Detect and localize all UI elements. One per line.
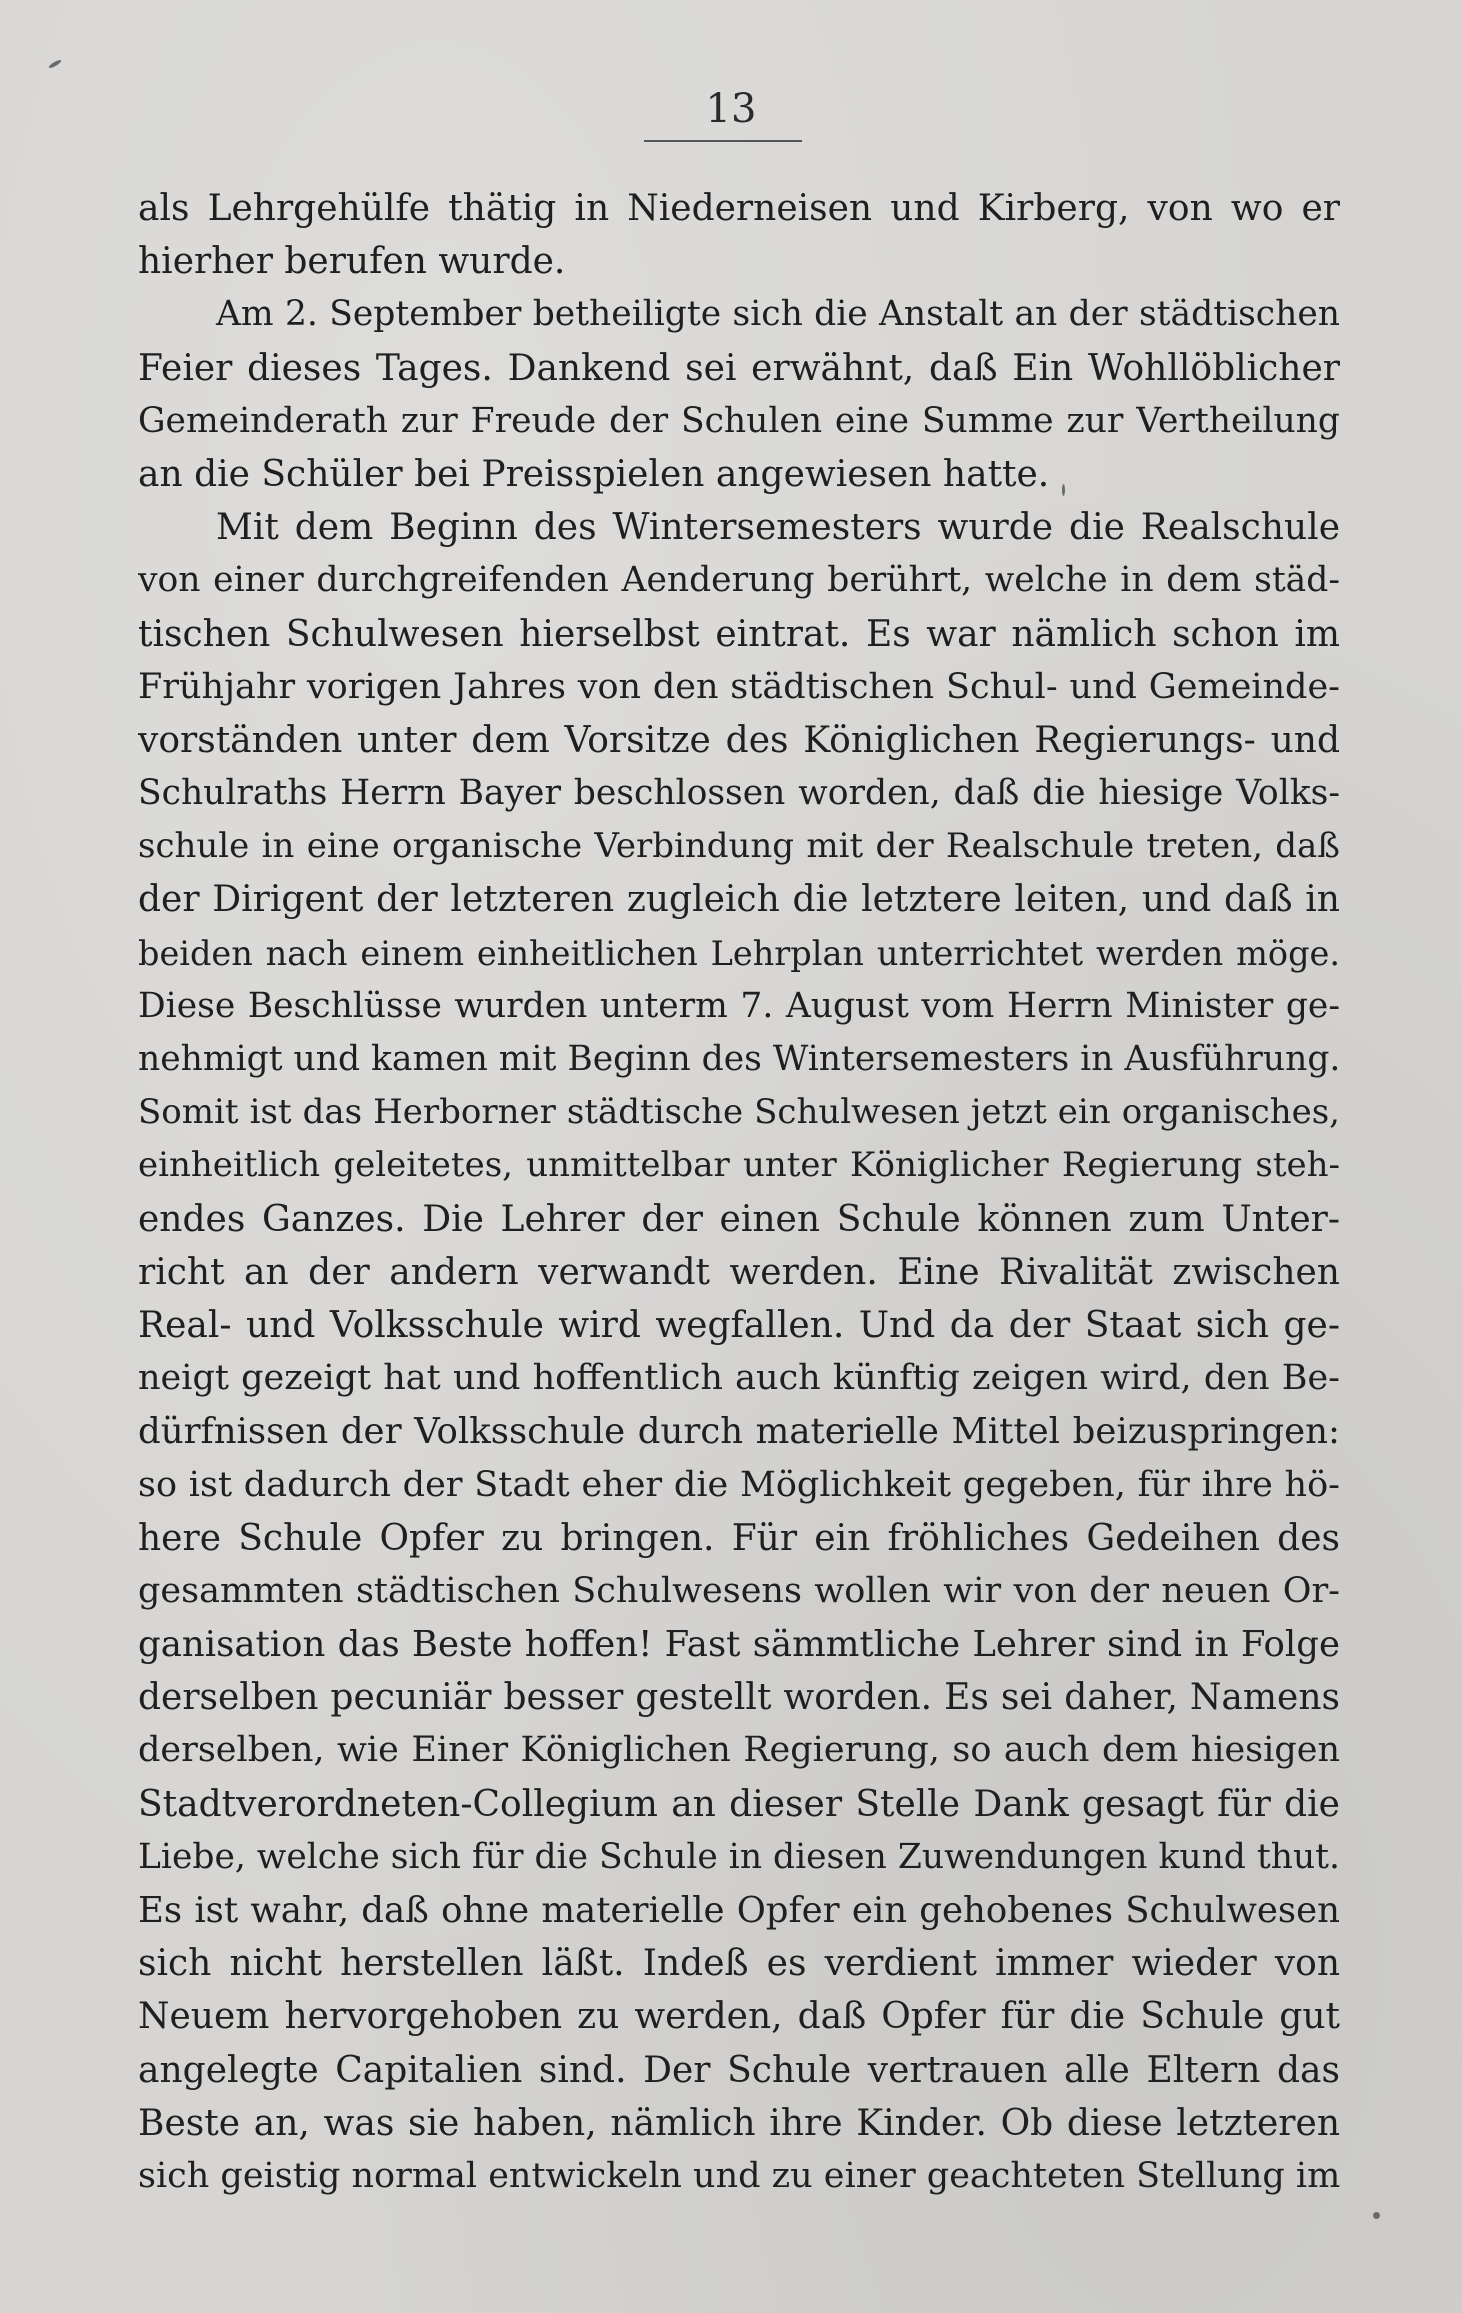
text-line: Liebe, welche sich für die Schule in diesen Zuwendungen kund thut. xyxy=(138,1836,1340,1877)
paper-speck xyxy=(1373,2212,1380,2219)
text-line: richt an der andern verwandt werden. Eine Rivalität zwischen xyxy=(138,1251,1340,1293)
text-line: dürfnissen der Volksschule durch materielle Mittel beizuspringen: xyxy=(138,1411,1340,1453)
text-line: Somit ist das Herborner städtische Schulwesen jetzt ein organisches, xyxy=(138,1092,1340,1133)
text-line: vorständen unter dem Vorsitze des Königlichen Regierungs- und xyxy=(138,719,1340,761)
body-text xyxy=(138,182,1340,2203)
text-line: schule in eine organische Verbindung mit der Realschule treten, daß xyxy=(138,826,1340,867)
text-line: hierher berufen wurde. xyxy=(138,241,566,283)
text-line: here Schule Opfer zu bringen. Für ein fröhliches Gedeihen des xyxy=(138,1517,1340,1559)
text-line: Feier dieses Tages. Dankend sei erwähnt, daß Ein Wohllöblicher xyxy=(138,347,1340,389)
text-line: neigt gezeigt hat und hoffentlich auch künftig zeigen wird, den Be- xyxy=(138,1358,1340,1399)
text-line: angelegte Capitalien sind. Der Schule vertrauen alle Eltern das xyxy=(138,2049,1340,2091)
text-line: ganisation das Beste hoffen! Fast sämmtliche Lehrer sind in Folge xyxy=(138,1624,1340,1666)
text-line: derselben pecuniär besser gestellt worden. Es sei daher, Namens xyxy=(138,1677,1340,1719)
text-line: endes Ganzes. Die Lehrer der einen Schule können zum Unter- xyxy=(138,1198,1340,1240)
text-line: Gemeinderath zur Freude der Schulen eine Summe zur Vertheilung xyxy=(138,400,1340,441)
text-line: Stadtverordneten-Collegium an dieser Stelle Dank gesagt für die xyxy=(138,1783,1340,1825)
text-line: gesammten städtischen Schulwesens wollen wir von der neuen Or- xyxy=(138,1570,1340,1611)
text-line: einheitlich geleitetes, unmittelbar unter Königlicher Regierung steh- xyxy=(138,1145,1340,1186)
text-line: Neuem hervorgehoben zu werden, daß Opfer für die Schule gut xyxy=(138,1996,1340,2038)
paper-speck xyxy=(48,59,62,69)
text-line: von einer durchgreifenden Aenderung berührt, welche in dem städ- xyxy=(138,560,1340,601)
text-line: so ist dadurch der Stadt eher die Möglichkeit gegeben, für ihre hö- xyxy=(138,1464,1340,1505)
text-line: Beste an, was sie haben, nämlich ihre Kinder. Ob diese letzteren xyxy=(138,2102,1340,2144)
page-number: 13 xyxy=(705,86,757,132)
text-line: der Dirigent der letzteren zugleich die letztere leiten, und daß in xyxy=(138,879,1340,921)
text-line: an die Schüler bei Preisspielen angewiesen hatte. xyxy=(138,453,1050,495)
text-line: nehmigt und kamen mit Beginn des Wintersemesters in Ausführung. xyxy=(138,1039,1340,1079)
text-line: Diese Beschlüsse wurden unterm 7. August vom Herrn Minister ge- xyxy=(138,985,1340,1026)
text-line: sich nicht herstellen läßt. Indeß es verdient immer wieder von xyxy=(138,1943,1340,1985)
text-line: Real- und Volksschule wird wegfallen. Und da der Staat sich ge- xyxy=(138,1304,1340,1346)
text-line: sich geistig normal entwickeln und zu einer geachteten Stellung im xyxy=(138,2155,1340,2196)
paper-speck xyxy=(1062,484,1065,496)
text-line: Es ist wahr, daß ohne materielle Opfer ein gehobenes Schulwesen xyxy=(138,1890,1340,1931)
text-line: Frühjahr vorigen Jahres von den städtischen Schul- und Gemeinde- xyxy=(138,666,1340,707)
text-line: Am 2. September betheiligte sich die Anstalt an der städtischen xyxy=(216,294,1340,335)
text-line: als Lehrgehülfe thätig in Niederneisen und Kirberg, von wo er xyxy=(138,188,1340,229)
text-line: tischen Schulwesen hierselbst eintrat. Es war nämlich schon im xyxy=(138,613,1340,655)
text-line: Schulraths Herrn Bayer beschlossen worden, daß die hiesige Volks- xyxy=(138,773,1340,814)
header-rule xyxy=(644,140,802,142)
text-line: Mit dem Beginn des Wintersemesters wurde die Realschule xyxy=(216,507,1340,549)
text-line: beiden nach einem einheitlichen Lehrplan unterrichtet werden möge. xyxy=(138,933,1340,973)
text-line: derselben, wie Einer Königlichen Regierung, so auch dem hiesigen xyxy=(138,1730,1340,1771)
